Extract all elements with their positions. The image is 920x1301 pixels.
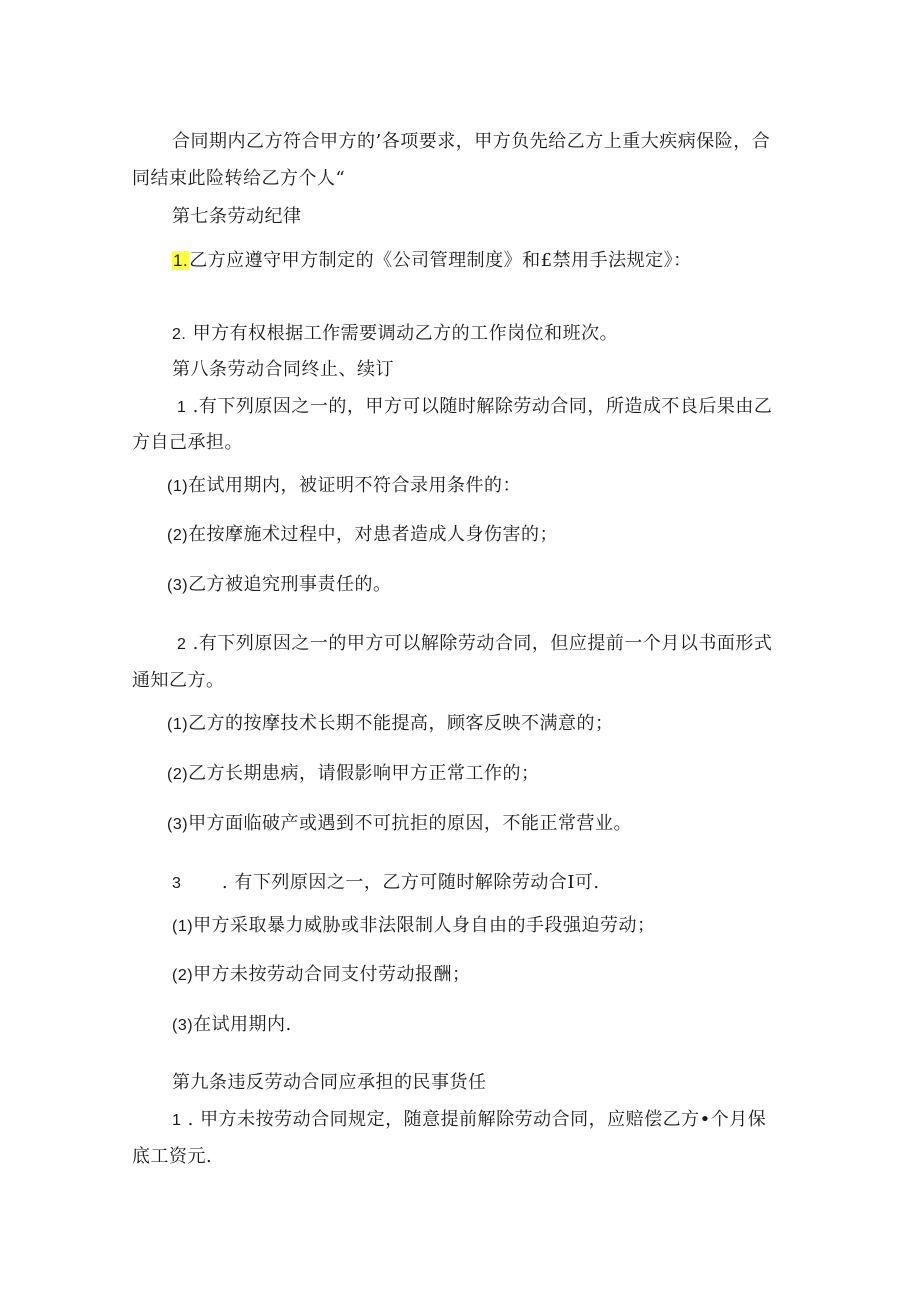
- article-8-item-3-sub-1: [172, 914, 656, 939]
- article-8-item-1-sub-2: [167, 523, 558, 548]
- item-number: 2: [177, 636, 187, 653]
- article-8-item-3-sub-3: [172, 1013, 292, 1038]
- sub-item-number: (1): [167, 716, 189, 733]
- article-9-item-1-line-1: [172, 1108, 766, 1133]
- article-8-item-3-sub-2: [172, 963, 471, 988]
- sub-item-number: (2): [167, 766, 189, 783]
- item-text: .有下列原因之一的甲方可以解除劳动合同，但应提前一个月以书面形式: [192, 633, 773, 654]
- article-8-item-1-line-2: 方自己承担。: [132, 432, 243, 453]
- sub-item-text: 在按摩施术过程中，对患者造成人身伤害的；: [188, 524, 559, 545]
- sub-item-text: 甲方未按劳动合同支付劳动报酬；: [193, 964, 471, 985]
- item-number: 2.: [172, 326, 187, 343]
- paragraph-line: 同结束此险转给乙方个人“: [132, 168, 346, 189]
- item-text: . 有下列原因之一，乙方可随时解除劳动合I可.: [221, 872, 600, 893]
- sub-item-text: 在试用期内，被证明不符合录用条件的：: [188, 475, 522, 496]
- item-number: 1: [177, 399, 187, 416]
- item-text: . 甲方未按劳动合同规定，随意提前解除劳动合同，应赔偿乙方•个月保: [187, 1109, 767, 1130]
- sub-item-number: (3): [167, 577, 189, 594]
- sub-item-text: 在试用期内.: [193, 1014, 292, 1035]
- highlighted-item-number: 1.: [173, 251, 189, 270]
- article-8-item-2-sub-1: [167, 712, 614, 737]
- sub-item-text: 甲方面临破产或遇到不可抗拒的原因，不能正常营业。: [188, 813, 633, 834]
- sub-item-text: 乙方长期患病，请假影响甲方正常工作的；: [188, 763, 540, 784]
- article-9-item-1-line-2: 底工资元.: [132, 1146, 213, 1167]
- sub-item-number: (2): [172, 967, 194, 984]
- article-7-item-1: [172, 249, 692, 273]
- article-7-heading: 第七条劳动纪律: [172, 206, 302, 227]
- sub-item-number: (1): [172, 918, 194, 935]
- sub-item-text: 乙方的按摩技术长期不能提高，顾客反映不满意的；: [188, 713, 614, 734]
- article-9-heading: 第九条违反劳动合同应承担的民事货任: [172, 1072, 487, 1093]
- paragraph-line: 合同期内乙方符合甲方的’各项要求，甲方负先给乙方上重大疾病保险，合: [172, 131, 771, 152]
- article-8-item-3: [172, 871, 600, 896]
- item-number: 3: [172, 875, 182, 892]
- sub-item-text: 甲方采取暴力威胁或非法限制人身自由的手段强迫劳动；: [193, 915, 656, 936]
- article-8-item-2-sub-3: [167, 812, 632, 837]
- item-number: 1: [172, 1112, 182, 1129]
- article-8-item-1-sub-3: [167, 573, 392, 598]
- sub-item-number: (3): [167, 816, 189, 833]
- article-8-item-2-sub-2: [167, 762, 540, 787]
- sub-item-number: (2): [167, 527, 189, 544]
- article-8-item-1-sub-1: [167, 474, 521, 499]
- article-8-item-1-line-1: [177, 395, 772, 420]
- article-8-item-2-line-1: [177, 632, 772, 657]
- item-text: 乙方应遵守甲方制定的《公司管理制度》和£禁用手法规定》：: [189, 250, 692, 271]
- item-text: 甲方有权根据工作需要调动乙方的工作岗位和班次。: [192, 323, 619, 344]
- article-8-heading: 第八条劳动合同终止、续订: [172, 359, 394, 380]
- article-7-item-2: [172, 322, 618, 347]
- sub-item-number: (1): [167, 478, 189, 495]
- article-8-item-2-line-2: 通知乙方。: [132, 670, 225, 691]
- sub-item-text: 乙方被追究刑事责任的。: [188, 574, 392, 595]
- item-text: .有下列原因之一的，甲方可以随时解除劳动合同，所造成不良后果由乙: [192, 396, 773, 417]
- sub-item-number: (3): [172, 1017, 194, 1034]
